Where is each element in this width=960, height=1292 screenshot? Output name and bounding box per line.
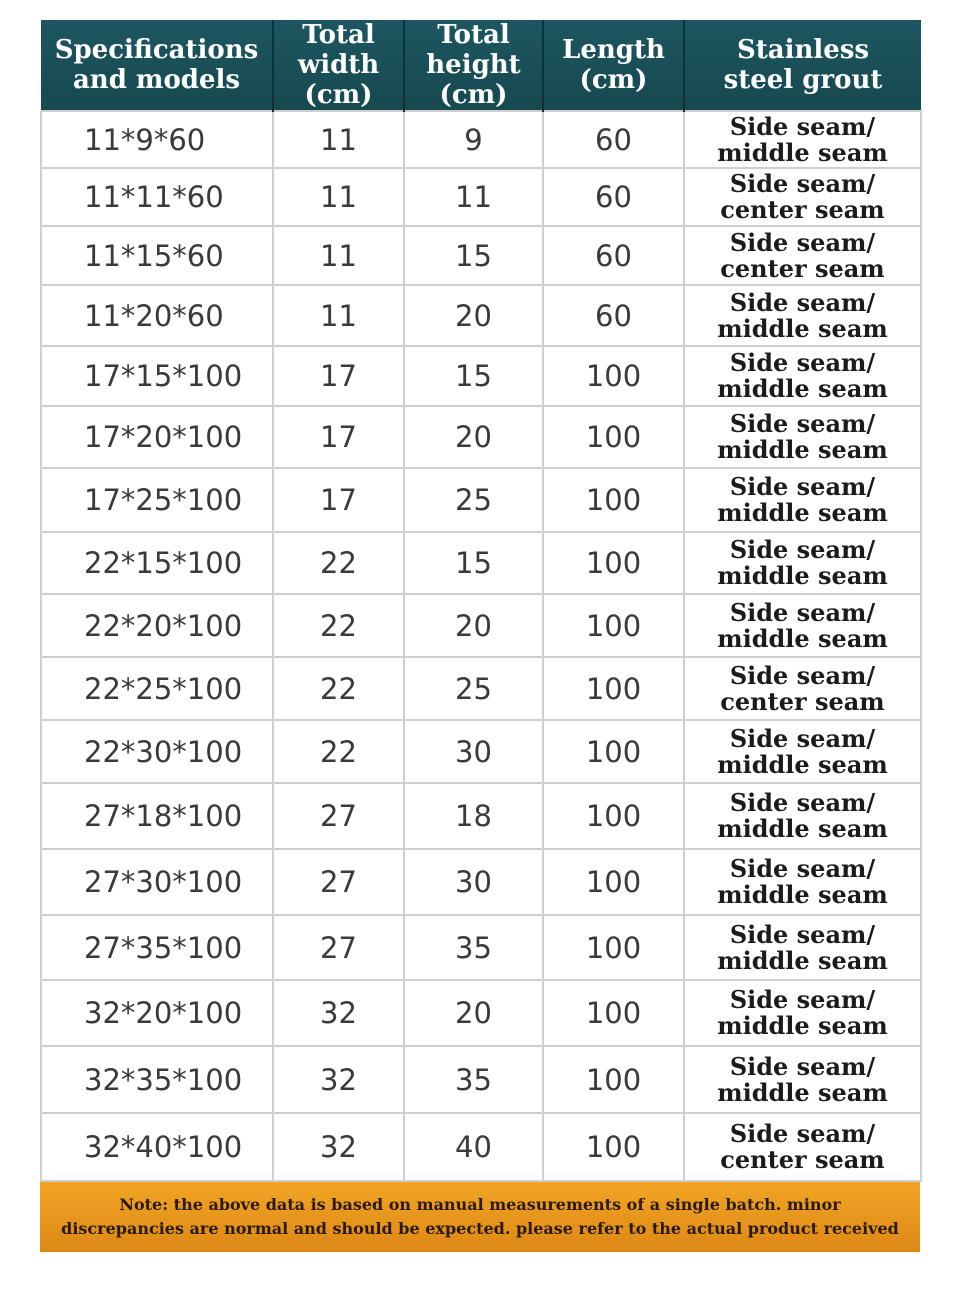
cell-model: 22*20*100 [41, 594, 273, 657]
cell-grout: Side seam/ center seam [684, 226, 921, 285]
cell-length: 60 [543, 168, 684, 226]
cell-length: 100 [543, 783, 684, 849]
cell-length: 100 [543, 915, 684, 980]
cell-grout: Side seam/ middle seam [684, 111, 921, 168]
cell-model: 11*15*60 [41, 226, 273, 285]
cell-width: 11 [273, 111, 404, 168]
table-row [41, 657, 921, 720]
cell-length: 100 [543, 1113, 684, 1181]
table-row [41, 849, 921, 915]
cell-length: 100 [543, 1046, 684, 1113]
table-row [41, 594, 921, 657]
cell-height: 30 [404, 849, 543, 915]
table-row [41, 915, 921, 980]
cell-width: 22 [273, 720, 404, 783]
cell-length: 100 [543, 532, 684, 594]
cell-height: 40 [404, 1113, 543, 1181]
cell-grout: Side seam/ middle seam [684, 783, 921, 849]
cell-model: 27*30*100 [41, 849, 273, 915]
cell-grout: Side seam/ middle seam [684, 980, 921, 1046]
cell-model: 11*20*60 [41, 285, 273, 346]
header-row [41, 20, 921, 111]
cell-grout: Side seam/ middle seam [684, 532, 921, 594]
cell-height: 30 [404, 720, 543, 783]
table-row [41, 980, 921, 1046]
cell-grout: Side seam/ middle seam [684, 1046, 921, 1113]
cell-length: 100 [543, 594, 684, 657]
table-row [41, 468, 921, 532]
cell-model: 17*15*100 [41, 346, 273, 406]
cell-model: 27*18*100 [41, 783, 273, 849]
cell-grout: Side seam/ middle seam [684, 720, 921, 783]
cell-grout: Side seam/ center seam [684, 657, 921, 720]
cell-width: 17 [273, 468, 404, 532]
cell-grout: Side seam/ middle seam [684, 594, 921, 657]
cell-height: 25 [404, 468, 543, 532]
cell-grout: Side seam/ center seam [684, 1113, 921, 1181]
cell-length: 100 [543, 468, 684, 532]
cell-length: 60 [543, 111, 684, 168]
cell-width: 22 [273, 594, 404, 657]
table-row [41, 532, 921, 594]
header-grout: Stainless steel grout [684, 20, 921, 111]
cell-model: 27*35*100 [41, 915, 273, 980]
cell-model: 22*30*100 [41, 720, 273, 783]
table-row [41, 1046, 921, 1113]
cell-grout: Side seam/ middle seam [684, 915, 921, 980]
cell-height: 25 [404, 657, 543, 720]
cell-grout: Side seam/ middle seam [684, 468, 921, 532]
cell-height: 18 [404, 783, 543, 849]
cell-height: 20 [404, 406, 543, 468]
table-row [41, 226, 921, 285]
cell-width: 32 [273, 1046, 404, 1113]
cell-width: 27 [273, 915, 404, 980]
cell-height: 20 [404, 594, 543, 657]
table-row [41, 783, 921, 849]
cell-width: 22 [273, 532, 404, 594]
cell-grout: Side seam/ middle seam [684, 849, 921, 915]
cell-height: 35 [404, 915, 543, 980]
cell-height: 35 [404, 1046, 543, 1113]
cell-model: 32*35*100 [41, 1046, 273, 1113]
cell-grout: Side seam/ middle seam [684, 406, 921, 468]
cell-model: 17*25*100 [41, 468, 273, 532]
header-spec-model: Specifications and models [41, 20, 273, 111]
cell-model: 11*11*60 [41, 168, 273, 226]
cell-height: 15 [404, 226, 543, 285]
cell-width: 11 [273, 226, 404, 285]
cell-model: 32*40*100 [41, 1113, 273, 1181]
table-row [41, 111, 921, 168]
header-total-height: Total height (cm) [404, 20, 543, 111]
cell-length: 100 [543, 849, 684, 915]
cell-width: 22 [273, 657, 404, 720]
cell-width: 27 [273, 783, 404, 849]
spec-table [40, 20, 922, 1182]
cell-width: 32 [273, 980, 404, 1046]
cell-grout: Side seam/ middle seam [684, 285, 921, 346]
cell-length: 60 [543, 285, 684, 346]
cell-height: 20 [404, 285, 543, 346]
table-row [41, 285, 921, 346]
cell-height: 9 [404, 111, 543, 168]
cell-model: 11*9*60 [41, 111, 273, 168]
cell-height: 15 [404, 346, 543, 406]
cell-width: 11 [273, 285, 404, 346]
table-row [41, 346, 921, 406]
header-length: Length (cm) [543, 20, 684, 111]
cell-length: 100 [543, 406, 684, 468]
header-total-width: Total width (cm) [273, 20, 404, 111]
spec-sheet [40, 20, 920, 1252]
cell-width: 11 [273, 168, 404, 226]
cell-width: 17 [273, 346, 404, 406]
table-row [41, 406, 921, 468]
note-banner: Note: the above data is based on manual measurements of a single batch. minor discrepancies are normal and should be expected. please refer to the actual product received [40, 1182, 920, 1252]
cell-model: 32*20*100 [41, 980, 273, 1046]
cell-model: 22*15*100 [41, 532, 273, 594]
cell-length: 60 [543, 226, 684, 285]
table-row [41, 720, 921, 783]
table-row [41, 168, 921, 226]
cell-length: 100 [543, 657, 684, 720]
cell-model: 17*20*100 [41, 406, 273, 468]
cell-height: 15 [404, 532, 543, 594]
cell-length: 100 [543, 980, 684, 1046]
cell-grout: Side seam/ center seam [684, 168, 921, 226]
cell-height: 11 [404, 168, 543, 226]
cell-length: 100 [543, 346, 684, 406]
cell-grout: Side seam/ middle seam [684, 346, 921, 406]
table-row [41, 1113, 921, 1181]
cell-length: 100 [543, 720, 684, 783]
cell-height: 20 [404, 980, 543, 1046]
cell-width: 32 [273, 1113, 404, 1181]
cell-width: 17 [273, 406, 404, 468]
cell-model: 22*25*100 [41, 657, 273, 720]
cell-width: 27 [273, 849, 404, 915]
